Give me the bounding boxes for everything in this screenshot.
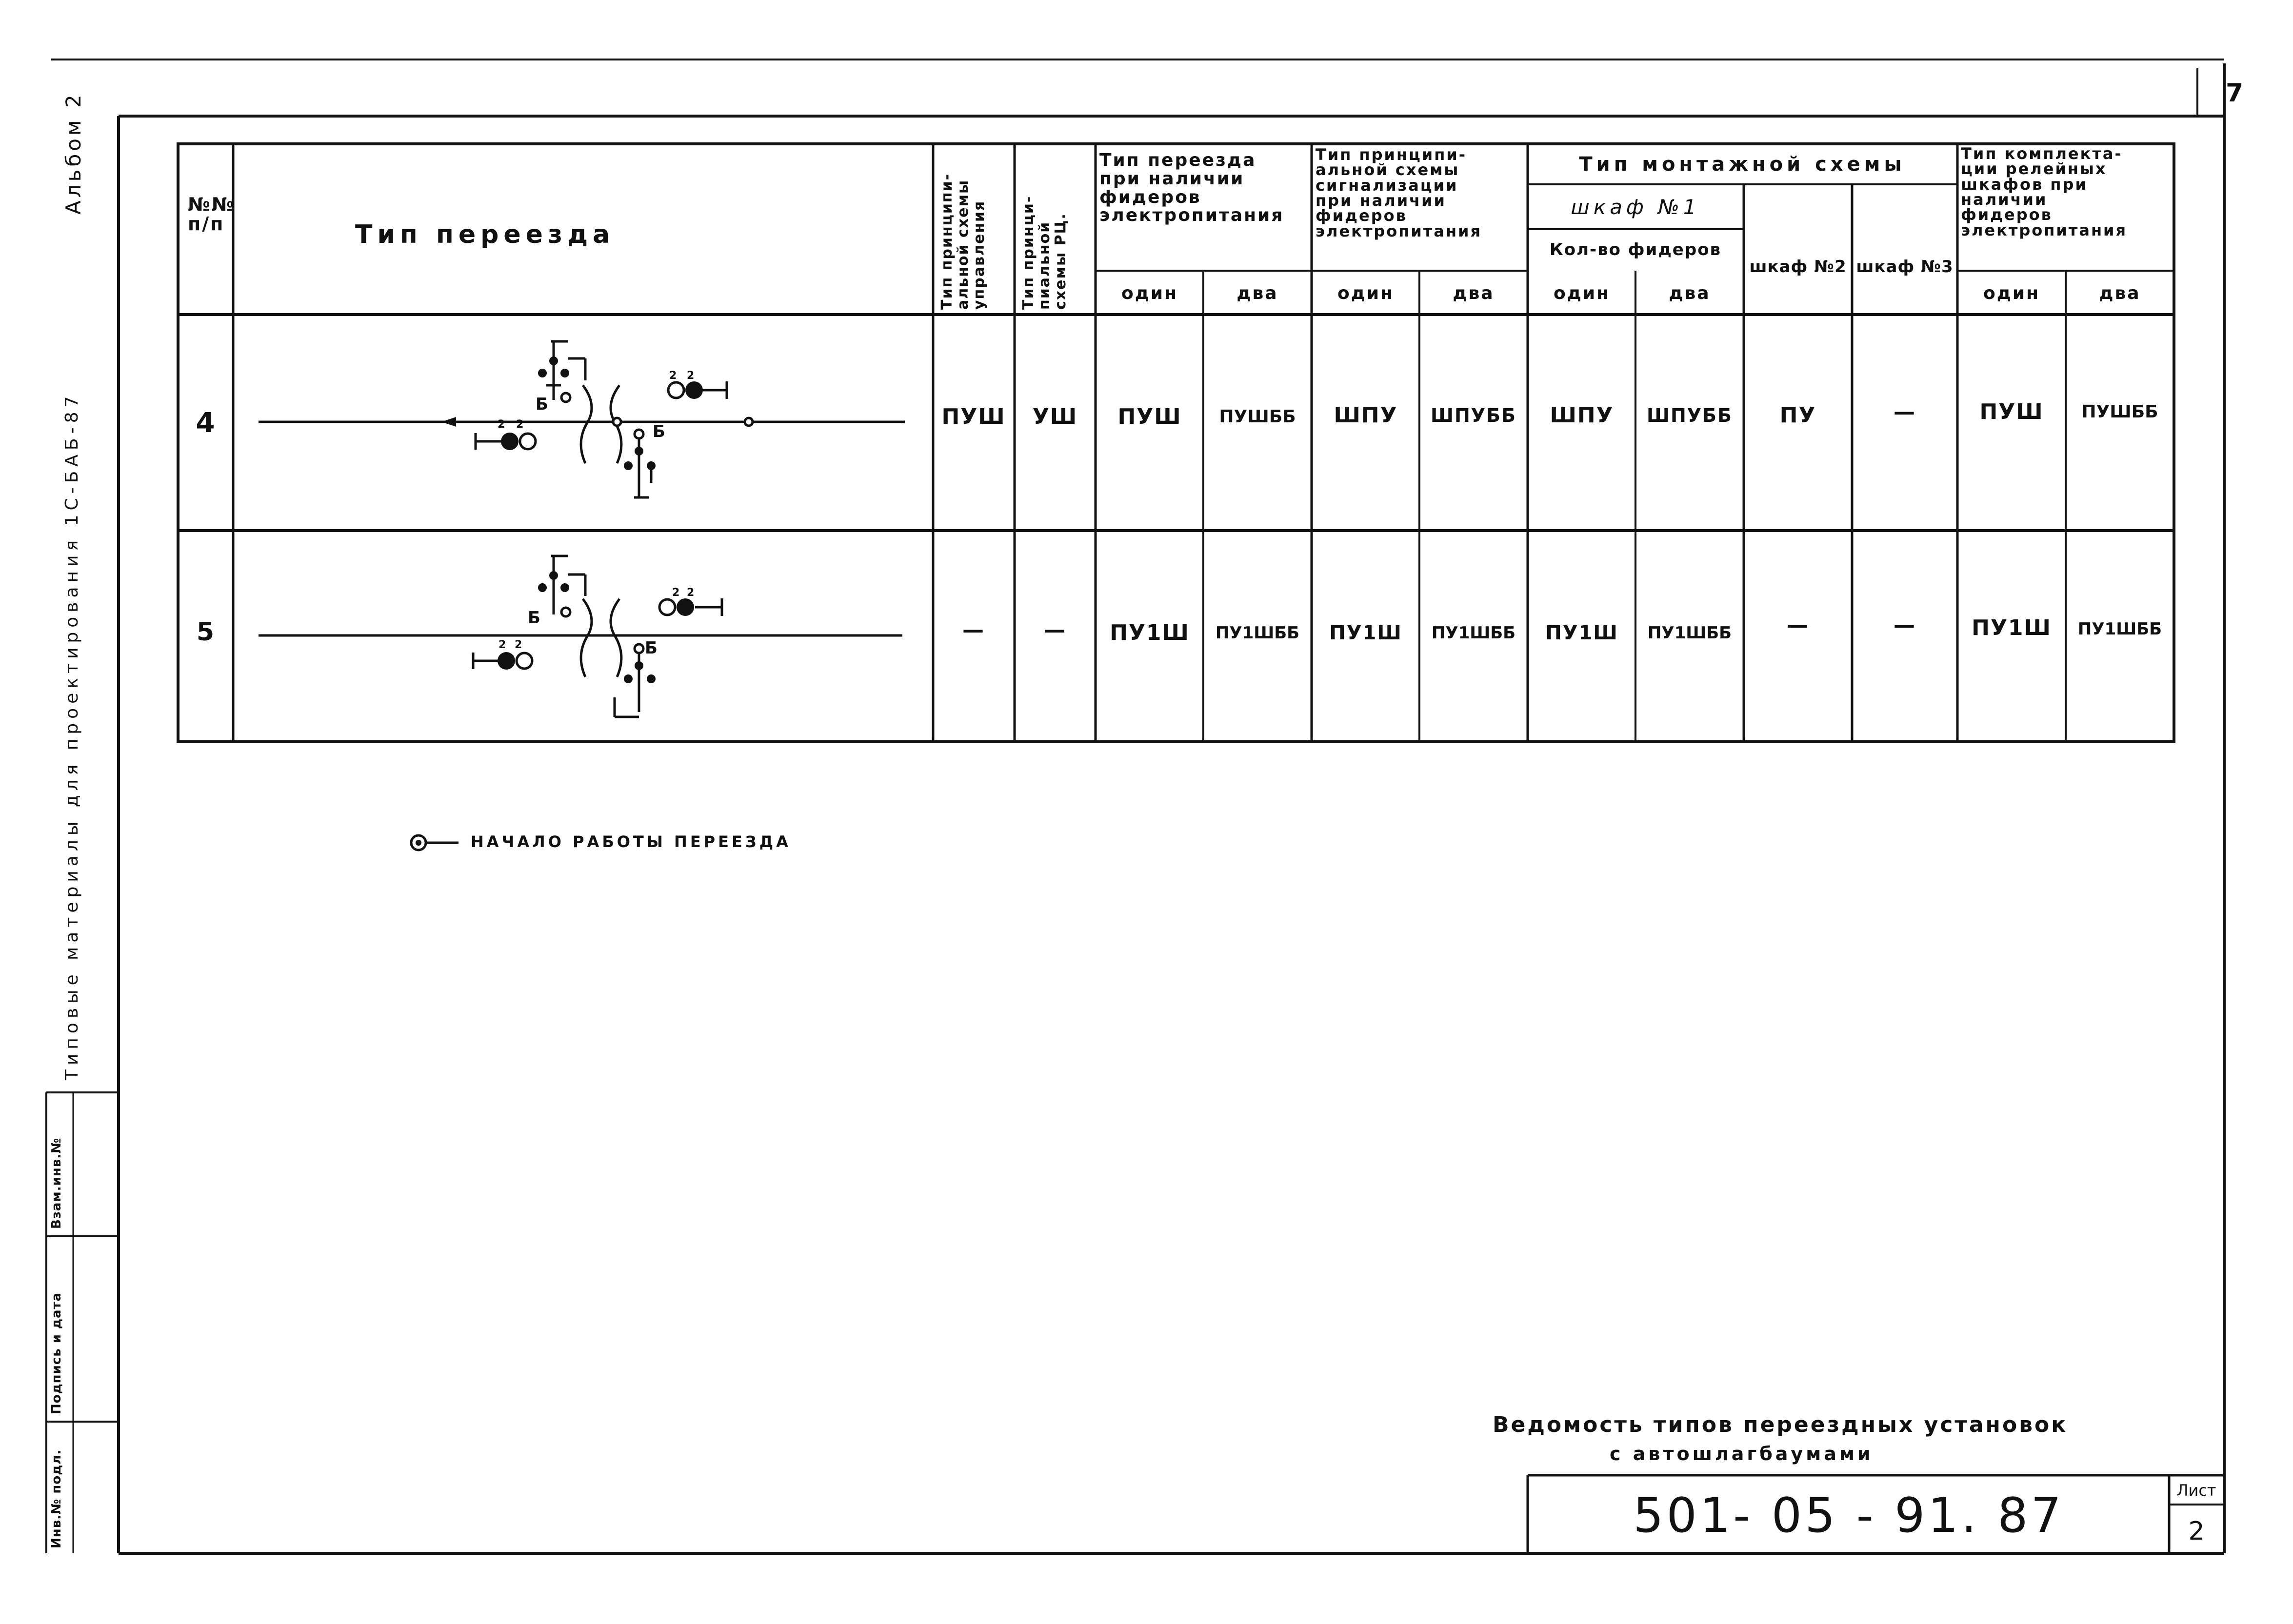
row-number: 5 bbox=[196, 617, 216, 647]
cell-signal-two: ШПУББ bbox=[1431, 405, 1516, 426]
header-relay-set: Тип комплекта- ции релейных шкафов при наличии фидеров электропитания bbox=[1961, 144, 2128, 239]
header-power-type: Тип переезда при наличии фидеров электропитания bbox=[1099, 150, 1284, 226]
diagram-label-2: 2 bbox=[516, 418, 524, 431]
header-control-scheme: Тип принципи- альной схемы управления bbox=[938, 173, 988, 310]
cell-relay-one: ПУШ bbox=[1979, 399, 2044, 424]
cell-cab1-two: ШПУББ bbox=[1647, 405, 1733, 426]
header-power-two: два bbox=[1236, 283, 1278, 304]
diagram-label-b: Б bbox=[653, 422, 665, 441]
diagram-label-2: 2 bbox=[669, 370, 677, 382]
cell-signal-one: ШПУ bbox=[1334, 403, 1398, 428]
header-cab3: шкаф №3 bbox=[1856, 257, 1954, 277]
header-cab1-two: два bbox=[1669, 283, 1711, 304]
cell-relay-two: ПУ1ШББ bbox=[2077, 619, 2162, 639]
diagram-label-b: Б bbox=[536, 395, 548, 414]
doc-title-line1: Ведомость типов переездных установок bbox=[1493, 1412, 2068, 1437]
cell-relay-one: ПУ1Ш bbox=[1972, 615, 2052, 640]
header-num: №№ п/п bbox=[188, 194, 236, 235]
cell-cab2: ПУ bbox=[1779, 403, 1816, 428]
cell-power-two: ПУ1ШББ bbox=[1215, 623, 1300, 643]
album-label: Альбом 2 bbox=[61, 92, 85, 215]
doc-number: 501- 05 - 91. 87 bbox=[1633, 1488, 2064, 1544]
sheet-number: 2 bbox=[2188, 1517, 2205, 1546]
cell-cab3: — bbox=[1894, 613, 1916, 637]
cell-power-one: ПУ1Ш bbox=[1110, 620, 1190, 645]
header-relay-two: два bbox=[2099, 283, 2141, 304]
cell-control: ПУШ bbox=[941, 404, 1006, 429]
cell-cab2: — bbox=[1787, 613, 1809, 637]
cell-rc: — bbox=[1044, 617, 1066, 642]
diagram-label-2: 2 bbox=[515, 639, 522, 651]
diagram-label-b: Б bbox=[645, 638, 658, 658]
header-mount-scheme: Тип монтажной схемы bbox=[1579, 153, 1906, 176]
diagram-label-b: Б bbox=[528, 608, 540, 628]
cell-cab1-two: ПУ1ШББ bbox=[1647, 623, 1732, 643]
legend-text: НАЧАЛО РАБОТЫ ПЕРЕЕЗДА bbox=[471, 832, 791, 851]
cell-control: — bbox=[962, 617, 985, 642]
header-signal-one: один bbox=[1337, 283, 1394, 304]
stamp-inv-dubl: Взам.инв.№ bbox=[49, 1137, 64, 1229]
page-number: 7 bbox=[2226, 79, 2244, 108]
header-signal-scheme: Тип принципи- альной схемы сигнализации при наличии фидеров электропитания bbox=[1316, 145, 1482, 240]
header-cab1: шкаф №1 bbox=[1571, 195, 1700, 219]
diagram-label-2: 2 bbox=[687, 370, 695, 382]
header-relay-one: один bbox=[1983, 283, 2040, 304]
diagram-label-2: 2 bbox=[498, 418, 505, 431]
cell-cab3: — bbox=[1894, 399, 1916, 424]
cell-cab1-one: ШПУ bbox=[1550, 403, 1614, 428]
header-feeders-count: Кол-во фидеров bbox=[1549, 240, 1722, 260]
stamp-sign-date: Подпись и дата bbox=[49, 1292, 64, 1414]
cell-rc: УШ bbox=[1032, 404, 1078, 429]
header-rc-scheme: Тип принци- пиальной схемы РЦ. bbox=[1020, 195, 1069, 310]
diagram-label-2: 2 bbox=[672, 587, 680, 599]
cell-cab1-one: ПУ1Ш bbox=[1545, 622, 1618, 644]
sheet-label: Лист bbox=[2176, 1481, 2216, 1500]
header-crossing-type: Тип переезда bbox=[355, 220, 615, 249]
row-number: 4 bbox=[196, 407, 216, 439]
diagram-label-2: 2 bbox=[687, 587, 695, 599]
header-cab2: шкаф №2 bbox=[1749, 257, 1847, 277]
cell-signal-two: ПУ1ШББ bbox=[1431, 623, 1516, 643]
stamp-inv-orig: Инв.№ подл. bbox=[49, 1449, 64, 1548]
cell-relay-two: ПУШББ bbox=[2081, 402, 2158, 422]
header-power-one: один bbox=[1121, 283, 1178, 304]
header-cab1-one: один bbox=[1554, 283, 1610, 304]
cell-power-two: ПУШББ bbox=[1219, 407, 1296, 427]
cell-power-one: ПУШ bbox=[1117, 404, 1182, 429]
cell-signal-one: ПУ1Ш bbox=[1329, 622, 1402, 644]
side-title: Типовые материалы для проектирования 1С-БАБ-87 bbox=[62, 392, 82, 1080]
diagram-label-2: 2 bbox=[498, 639, 506, 651]
header-signal-two: два bbox=[1453, 283, 1495, 304]
doc-title-line2: с автошлагбаумами bbox=[1610, 1443, 1874, 1465]
